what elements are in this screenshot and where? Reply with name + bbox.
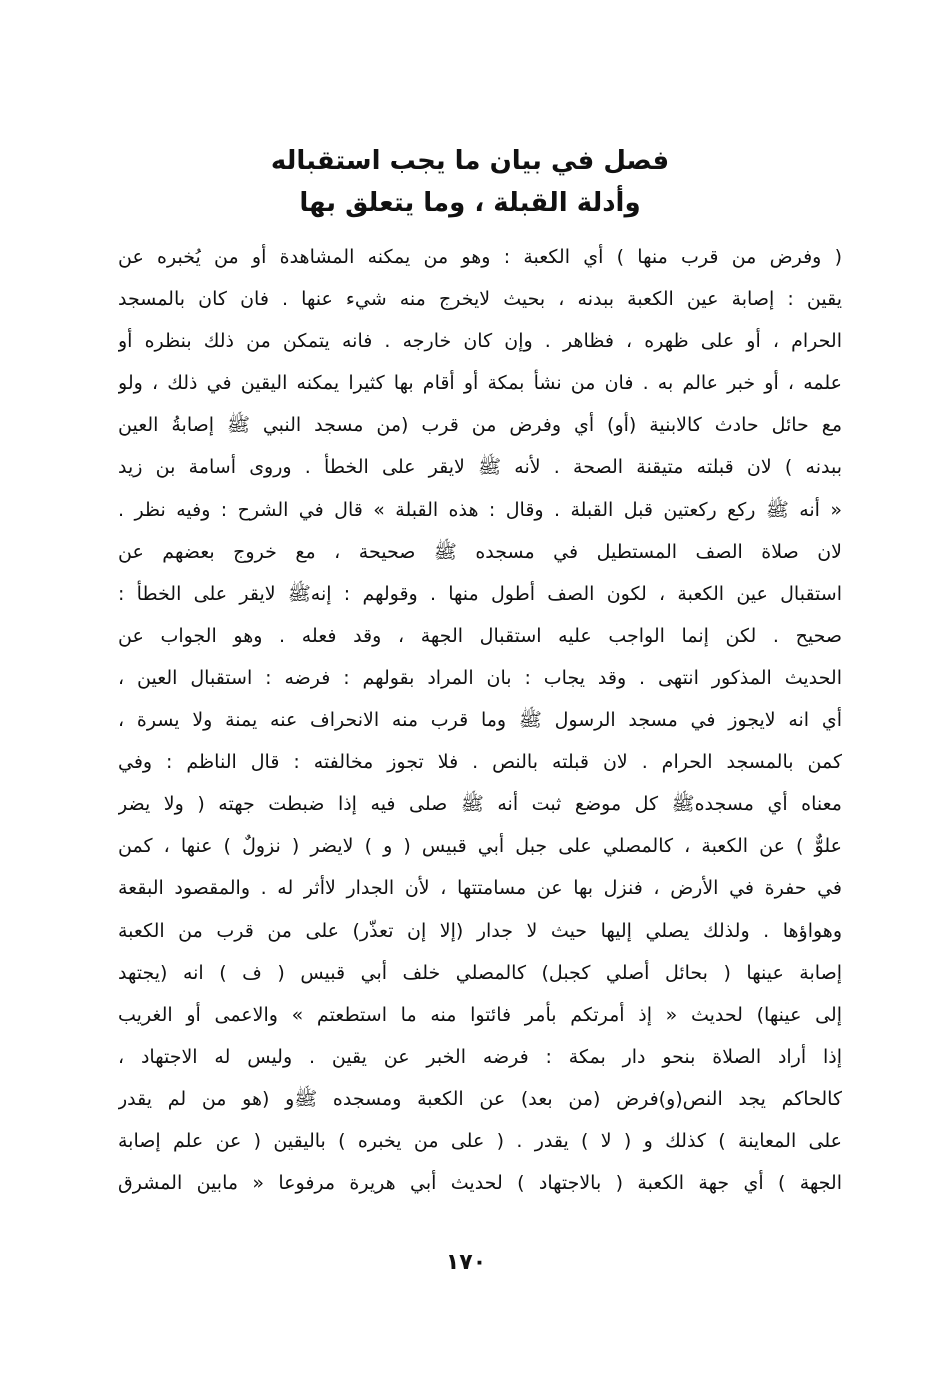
text-line: وهواؤها . ولذلك يصلي إليها حيث لا جدار (إلا إن تعذّر) على من قرب من الكعبة	[118, 919, 842, 942]
page-number: ١٧٠	[445, 1250, 487, 1275]
text-line: إلى عينها) لحديث « إذ أمرتكم بأمر فائتوا منه ما استطعتم » والاعمى أو الغريب	[118, 1003, 842, 1026]
text-line: ببدنه ) لان قبلته متيقنة الصحة . لأنه ﷺ لايقر على الخطأ . وروى أسامة بن زيد	[118, 456, 842, 479]
text-line: علوٌّ ) عن الكعبة ، كالمصلي على جبل أبي قبيس ( و ) لايضر ( نزولٌ ) عنها ، كمن	[118, 835, 842, 858]
text-line: على المعاينة ) كذلك و ( لا ) يقدر . ( على من يخبره ) باليقين ( عن علم إصابة	[118, 1129, 842, 1152]
text-line: إذا أراد الصلاة بنحو دار بمكة : فرضه الخبر عن يقين . وليس له الاجتهاد ،	[118, 1045, 842, 1068]
text-line: صحيح . لكن إنما الواجب عليه استقبال الجهة ، وقد فعله . وهو الجواب عن	[118, 624, 842, 647]
text-line: في حفرة في الأرض ، فنزل بها عن مسامتتها ، لأن الجدار لاأثر له . والمقصود البقعة	[118, 877, 842, 900]
text-line: ( وفرض من قرب منها ) أي الكعبة : وهو من يمكنه المشاهدة أو من يُخبره عن	[118, 246, 842, 268]
text-line: « أنه ﷺ ركع ركعتين قبل القبلة . وقال : هذه القبلة » قال في الشرح : وفيه نظر .	[118, 498, 842, 521]
text-line: إصابة عينها ( بحائل أصلي كجبل) كالمصلي خلف أبي قبيس ( ف ) انه (يجتهد	[118, 961, 842, 984]
text-line: يقين : إصابة عين الكعبة ببدنه ، بحيث لايخرج منه شيء عنها . فان كان بالمسجد	[118, 288, 842, 311]
text-line: الحرام ، أو على ظهره ، فظاهر . وإن كان خارجه . فانه يتمكن من ذلك بنظره أو	[118, 330, 842, 353]
text-line: الجهة ) أي جهة الكعبة ( بالاجتهاد ) لحديث أبي هريرة مرفوعا « مابين المشرق	[118, 1172, 842, 1195]
text-line: أي انه لايجوز في مسجد الرسول ﷺ وما قرب منه الانحراف عنه يمنة ولا يسرة ،	[118, 709, 842, 732]
text-line: الحديث المذكور انتهى . وقد يجاب : بان المراد بقولهم : فرضه : استقبال العين ،	[118, 666, 842, 689]
text-line: لان صلاة الصف المستطيل في مسجده ﷺ صحيحة ، مع خروج بعضهم عن	[118, 540, 842, 563]
body-paragraph	[118, 236, 842, 1204]
text-line: كالحاكم يجد النص(و)فرض (من بعد) عن الكعبة ومسجده ﷺو (هو من لم يقدر	[118, 1087, 842, 1110]
text-line: مع حائل حادث كالابنية (أو) أي وفرض من قرب (من مسجد النبي ﷺ إصابةُ العين	[118, 414, 842, 437]
chapter-title-line-2: وأدلة القبلة ، وما يتعلق بها	[299, 188, 641, 218]
text-line: استقبال عين الكعبة ، لكون الصف أطول منها . وقولهم : إنهﷺ لايقر على الخطأ :	[118, 582, 842, 605]
text-line: علمه ، أو خبر عالم به . فان من نشأ بمكة أو أقام بها كثيرا يمكنه اليقين في ذلك ، ولو	[118, 372, 842, 395]
text-line: كمن بالمسجد الحرام . لان قبلته بالنص . فلا تجوز مخالفته : قال الناظم : وفي	[118, 751, 842, 774]
text-line: معناه أي مسجدهﷺ كل موضع ثبت أنه ﷺ صلى فيه إذا ضبطت جهته ( ولا يضر	[118, 793, 842, 816]
chapter-title-line-1: فصل في بيان ما يجب استقباله	[270, 146, 670, 176]
chapter-heading	[110, 140, 830, 224]
